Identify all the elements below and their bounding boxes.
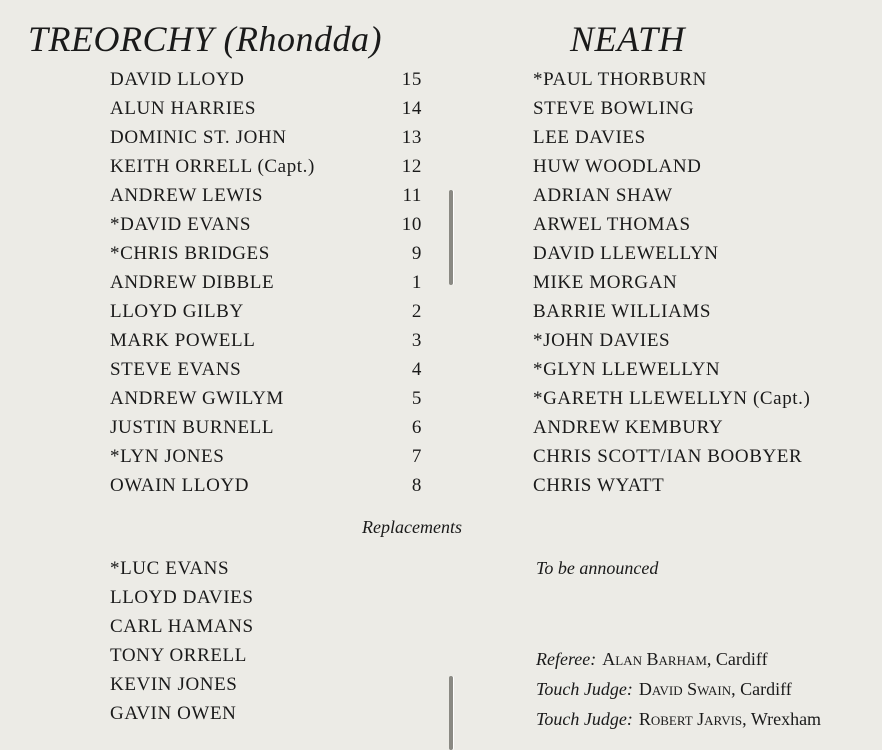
neath-player: DAVID LLEWELLYN <box>533 243 719 264</box>
player-name: OWAIN LLOYD <box>110 475 250 496</box>
shirt-number: 5 <box>411 388 422 409</box>
officials <box>536 644 821 734</box>
player-name: *LYN JONES <box>110 446 225 467</box>
neath-player: CHRIS SCOTT/IAN BOOBYER <box>533 446 803 467</box>
official-name: Alan Barham <box>602 649 707 669</box>
shirt-number: 13 <box>401 127 422 148</box>
replacements-heading: Replacements <box>362 517 462 537</box>
treorchy-player <box>110 65 430 94</box>
player-name: ANDREW LEWIS <box>110 185 264 206</box>
official-row <box>536 674 821 704</box>
neath-player: *GLYN LLEWELLYN <box>533 359 721 380</box>
treorchy-replacements <box>110 554 410 728</box>
shirt-number: 15 <box>401 69 422 90</box>
official-place: , Wrexham <box>742 709 822 729</box>
shirt-number: 8 <box>411 475 422 496</box>
neath-title: NEATH <box>570 19 686 59</box>
neath-player: HUW WOODLAND <box>533 156 702 177</box>
official-place: , Cardiff <box>731 679 792 699</box>
player-name: ALUN HARRIES <box>110 98 257 119</box>
official-role: Referee: <box>536 649 597 669</box>
treorchy-player <box>110 123 430 152</box>
replacement-player: CARL HAMANS <box>110 616 254 637</box>
treorchy-title: TREORCHY (Rhondda) <box>28 19 382 59</box>
treorchy-player <box>110 268 430 297</box>
neath-player: BARRIE WILLIAMS <box>533 301 712 322</box>
shirt-number: 14 <box>401 98 422 119</box>
shirt-number: 9 <box>411 243 422 264</box>
treorchy-player <box>110 413 430 442</box>
shirt-number: 6 <box>411 417 422 438</box>
official-name: David Swain <box>638 679 732 699</box>
shirt-number: 10 <box>401 214 422 235</box>
neath-player: ADRIAN SHAW <box>533 185 673 206</box>
neath-player: *GARETH LLEWELLYN (Capt.) <box>533 388 811 409</box>
treorchy-player <box>110 239 430 268</box>
shirt-number: 11 <box>402 185 422 206</box>
replacement-player: *LUC EVANS <box>110 558 230 579</box>
official-row <box>536 644 821 674</box>
replacement-player: KEVIN JONES <box>110 674 238 695</box>
neath-player: CHRIS WYATT <box>533 475 665 496</box>
player-name: *CHRIS BRIDGES <box>110 243 270 264</box>
player-name: ANDREW DIBBLE <box>110 272 275 293</box>
player-name: MARK POWELL <box>110 330 256 351</box>
neath-player: ARWEL THOMAS <box>533 214 691 235</box>
replacement-player: TONY ORRELL <box>110 645 247 666</box>
treorchy-player <box>110 326 430 355</box>
neath-replacements-note: To be announced <box>536 558 659 578</box>
treorchy-player <box>110 181 430 210</box>
neath-player: *JOHN DAVIES <box>533 330 671 351</box>
official-place: , Cardiff <box>706 649 768 669</box>
shirt-number: 7 <box>411 446 422 467</box>
player-name: JUSTIN BURNELL <box>110 417 275 438</box>
treorchy-player <box>110 297 430 326</box>
treorchy-roster <box>110 65 430 500</box>
player-name: *DAVID EVANS <box>110 214 252 235</box>
replacement-player: GAVIN OWEN <box>110 703 237 724</box>
replacement-player: LLOYD DAVIES <box>110 587 254 608</box>
neath-player: STEVE BOWLING <box>533 98 695 119</box>
player-name: STEVE EVANS <box>110 359 242 380</box>
neath-player: MIKE MORGAN <box>533 272 678 293</box>
player-name: LLOYD GILBY <box>110 301 244 322</box>
treorchy-player <box>110 442 430 471</box>
player-name: ANDREW GWILYM <box>110 388 284 409</box>
treorchy-player <box>110 152 430 181</box>
player-name: DOMINIC ST. JOHN <box>110 127 287 148</box>
staple-top <box>449 190 453 285</box>
staple-bottom <box>449 676 453 750</box>
neath-player: *PAUL THORBURN <box>533 69 707 90</box>
official-name: Robert Jarvis <box>638 709 743 729</box>
neath-roster <box>533 65 873 500</box>
shirt-number: 12 <box>401 156 422 177</box>
treorchy-player <box>110 384 430 413</box>
shirt-number: 4 <box>411 359 422 380</box>
shirt-number: 2 <box>411 301 422 322</box>
official-row <box>536 704 821 734</box>
treorchy-player <box>110 471 430 500</box>
player-name: KEITH ORRELL (Capt.) <box>110 156 315 177</box>
shirt-number: 3 <box>411 330 422 351</box>
shirt-number: 1 <box>411 272 422 293</box>
neath-player: LEE DAVIES <box>533 127 646 148</box>
treorchy-player <box>110 94 430 123</box>
player-name: DAVID LLOYD <box>110 69 245 90</box>
treorchy-player <box>110 355 430 384</box>
neath-player: ANDREW KEMBURY <box>533 417 724 438</box>
official-role: Touch Judge: <box>536 709 633 729</box>
official-role: Touch Judge: <box>536 679 633 699</box>
treorchy-player <box>110 210 430 239</box>
